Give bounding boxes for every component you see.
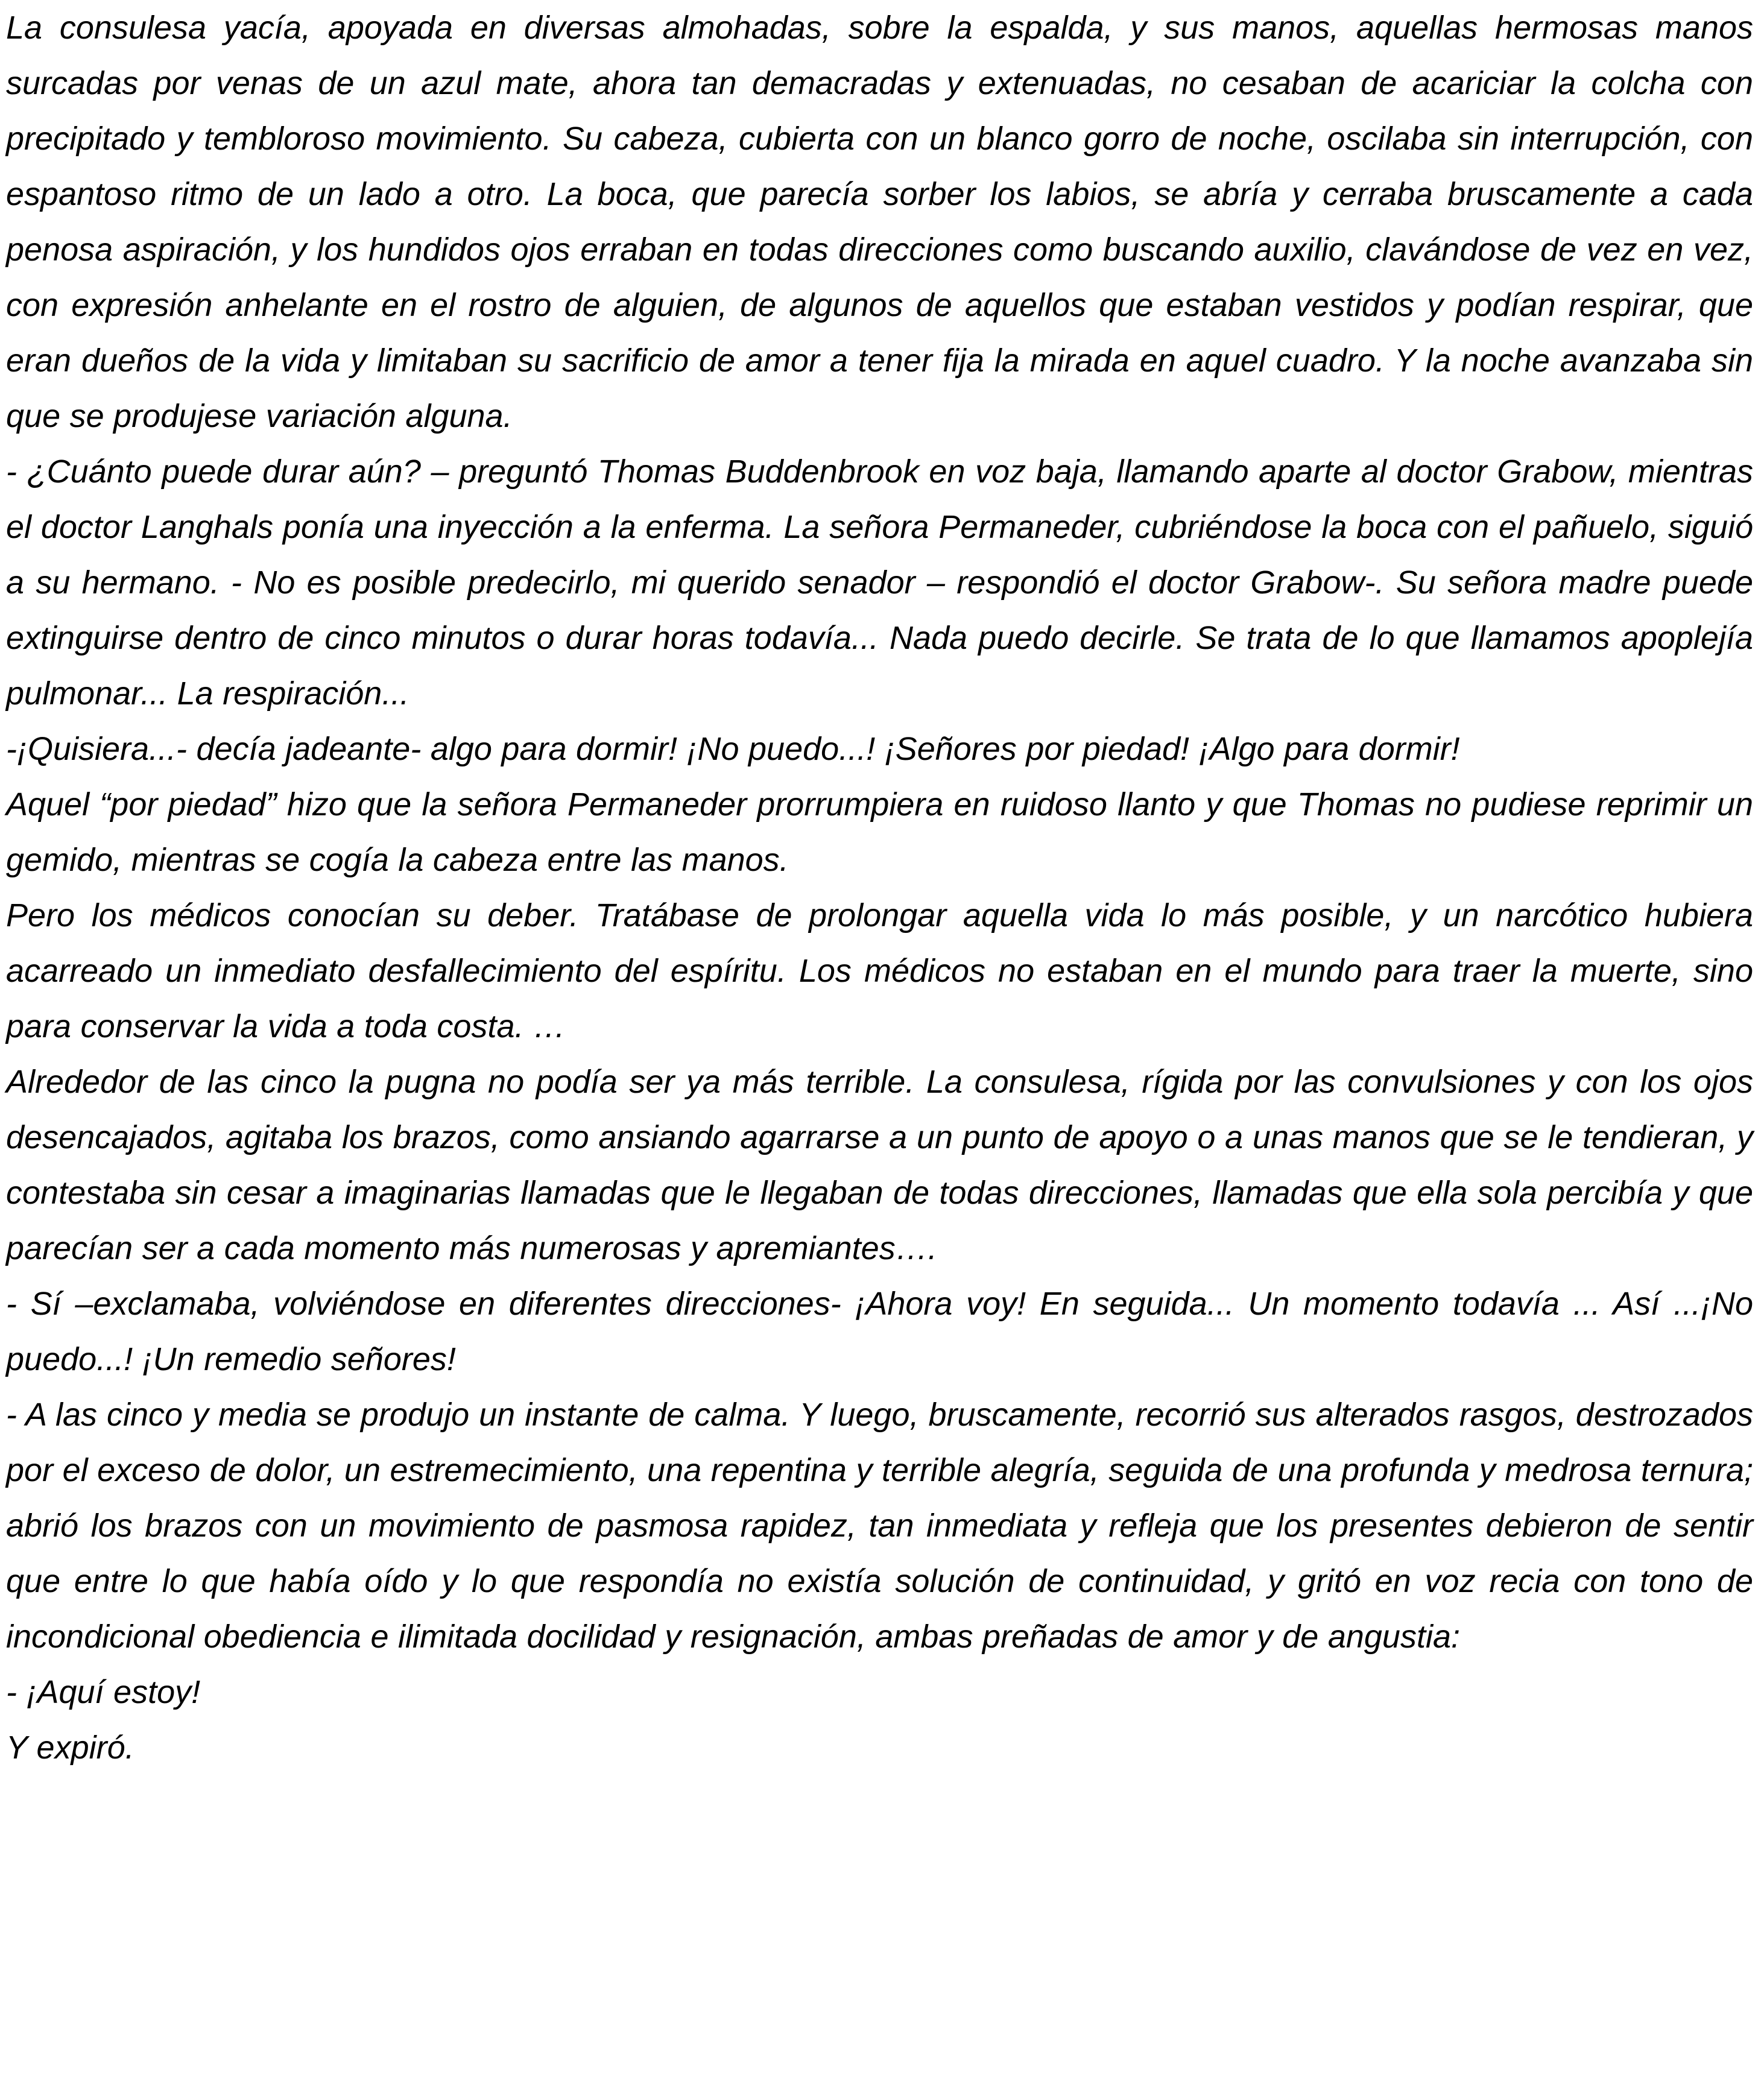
paragraph-agonia: Alrededor de las cinco la pugna no podía ser ya más terrible. La consulesa, rígida por las convulsiones y con los ojos desencajados, agitaba los brazos, como ansiando agarrarse a un punto de apoyo o a unas manos que se le tendieran, y contestaba sin cesar a imaginarias llamadas que le llegaban de todas direcciones, llamadas que ella sola percibía y que parecían ser a cada momento más numerosas y apremiantes…. bbox=[6, 1064, 1753, 1266]
paragraph-conversacion-con-el-medico: - ¿Cuánto puede durar aún? – preguntó Thomas Buddenbrook en voz baja, llamando aparte al doctor Grabow, mientras el doctor Langhals ponía una inyección a la enferma. La señora Permaneder, cubriéndose la boca con el pañuelo, siguió a su hermano. - No es posible predecirlo, mi querido senador – respondió el doctor Grabow-. Su señora madre puede extinguirse dentro de cinco minutos o durar horas todavía... Nada puedo decirle. Se trata de lo que llamamos apoplejía pulmonar... La respiración... bbox=[6, 453, 1753, 712]
paragraph-suplica-de-la-consulesa: -¡Quisiera...- decía jadeante- algo para dormir! ¡No puedo...! ¡Señores por piedad! ¡Algo para dormir! bbox=[6, 731, 1460, 767]
paragraph-y-expiro: Y expiró. bbox=[6, 1730, 134, 1766]
paragraph-llanto-de-la-familia: Aquel “por piedad” hizo que la señora Permaneder prorrumpiera en ruidoso llanto y que Thomas no pudiese reprimir un gemido, mientras se cogía la cabeza entre las manos. bbox=[6, 786, 1753, 878]
paragraph-exclamacion: - Sí –exclamaba, volviéndose en diferentes direcciones- ¡Ahora voy! En seguida... Un momento todavía ... Así ...¡No puedo...! ¡Un remedio señores! bbox=[6, 1286, 1753, 1377]
paragraph-instante-de-calma: - A las cinco y media se produjo un instante de calma. Y luego, bruscamente, recorrió sus alterados rasgos, destrozados por el exceso de dolor, un estremecimiento, una repentina y terrible alegría, seguida de una profunda y medrosa ternura; abrió los brazos con un movimiento de pasmosa rapidez, tan inmediata y refleja que los presentes debieron de sentir que entre lo que había oído y lo que respondía no existía solución de continuidad, y gritó en voz recia con tono de incondicional obediencia e ilimitada docilidad y resignación, ambas preñadas de amor y de angustia: bbox=[6, 1397, 1753, 1655]
paragraph-consulesa-en-la-cama: La consulesa yacía, apoyada en diversas almohadas, sobre la espalda, y sus manos, aquellas hermosas manos surcadas por venas de un azul mate, ahora tan demacradas y extenuadas, no cesaban de acariciar la colcha con precipitado y tembloroso movimiento. Su cabeza, cubierta con un blanco gorro de noche, oscilaba sin interrupción, con espantoso ritmo de un lado a otro. La boca, que parecía sorber los labios, se abría y cerraba bruscamente a cada penosa aspiración, y los hundidos ojos erraban en todas direcciones como buscando auxilio, clavándose de vez en vez, con expresión anhelante en el rostro de alguien, de algunos de aquellos que estaban vestidos y podían respirar, que eran dueños de la vida y limitaban su sacrificio de amor a tener fija la mirada en aquel cuadro. Y la noche avanzaba sin que se produjese variación alguna. bbox=[6, 10, 1753, 434]
paragraph-aqui-estoy: - ¡Aquí estoy! bbox=[6, 1674, 201, 1710]
paragraph-deber-de-los-medicos: Pero los médicos conocían su deber. Tratábase de prolongar aquella vida lo más posible, y un narcótico hubiera acarreado un inmediato desfallecimiento del espíritu. Los médicos no estaban en el mundo para traer la muerte, sino para conservar la vida a toda costa. … bbox=[6, 897, 1753, 1044]
